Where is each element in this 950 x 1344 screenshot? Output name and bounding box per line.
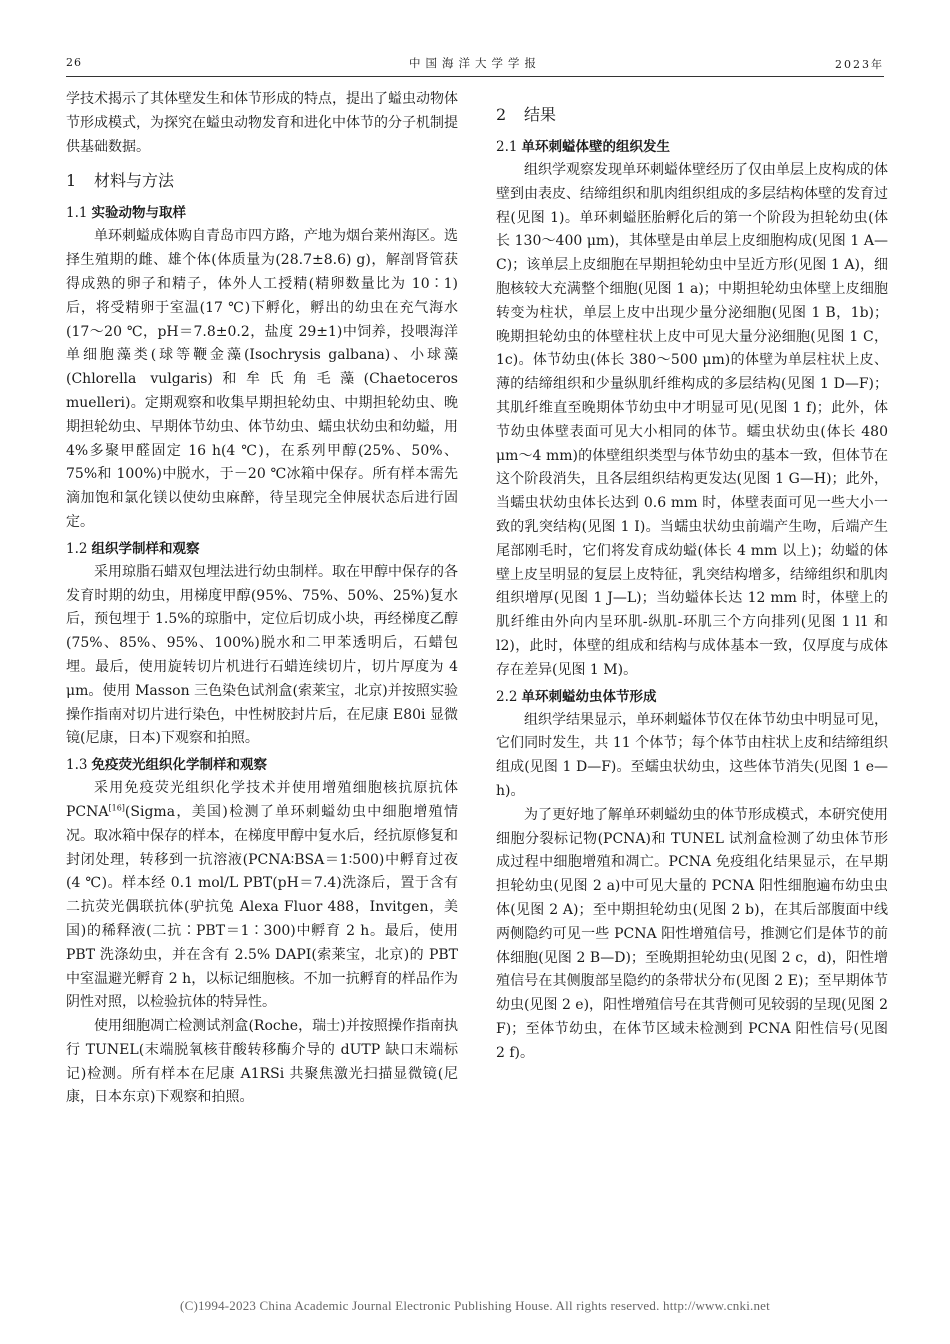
- section-heading-results: [496, 102, 888, 128]
- intro-paragraph: 学技术揭示了其体壁发生和体节形成的特点，提出了螠虫动物体节形成模式，为探究在螠虫动物发育和进化中体节的分子机制提供基础数据。: [66, 91, 458, 155]
- subsection-title: 实验动物与取样: [91, 205, 186, 222]
- subsection-heading-body-wall: [496, 136, 888, 159]
- citation-ref: [16]: [108, 803, 125, 813]
- subsection-number: 1.1: [66, 205, 88, 222]
- copyright-footer: (C)1994-2023 China Academic Journal Electronic Publishing House. All rights reserved. http://www.cnki.net: [180, 1298, 770, 1313]
- subsection-heading-histology: [66, 538, 458, 561]
- subsection-number: 2.1: [496, 139, 518, 155]
- subsection-number: 1.3: [66, 757, 88, 774]
- paragraph-immunofluorescence: [66, 777, 458, 1015]
- publication-year: 2023年: [835, 58, 884, 71]
- subsection-number: 2.2: [496, 688, 518, 705]
- subsection-title: 免疫荧光组织化学制样和观察: [91, 757, 267, 774]
- section-title: 结果: [524, 105, 557, 124]
- page-number: 26: [66, 56, 82, 69]
- subsection-heading-animals: [66, 202, 458, 225]
- header-rule: [66, 76, 884, 77]
- paragraph-segmentation: 组织学结果显示，单环刺螠体节仅在体节幼虫中明显可见，它们同时发生，共 11 个体节；每个体节由柱状上皮和结缔组织组成(见图 1 D—F)。至蠕虫状幼虫，这些体节消失(见图 1 e—h)。: [496, 711, 888, 799]
- paragraph-histology: 采用琼脂石蜡双包埋法进行幼虫制样。取在甲醇中保存的各发育时期的幼虫，用梯度甲醇(95%、75%、50%、25%)复水后，预包埋于 1.5%的琼脂中，定位后切成小块，再经梯度乙醇(75%、85%、95%、100%)脱水和二甲苯透明后，石蜡包埋。最后，使用旋转切片机进行石蜡连续切片，切片厚度为 4 μm。使用 Masson 三色染色试剂盒(索莱宝，北京)并按照实验操作指南对切片进行染色，中性树胶封片后，在尼康 E80i 显微镜(尼康，日本)下观察和拍照。: [66, 563, 458, 747]
- text-run: 采用免疫荧光组织化学技术并使用增殖细胞核抗原抗体 PCNA: [66, 780, 458, 820]
- subsection-number: 1.2: [66, 540, 88, 557]
- section-number: 1: [66, 171, 77, 191]
- section-number: 2: [496, 105, 507, 124]
- paragraph-body-wall: 组织学观察发现单环刺螠体壁经历了仅由单层上皮构成的体壁到由表皮、结缔组织和肌肉组织组成的多层结构体壁的发育过程(见图 1)。单环刺螠胚胎孵化后的第一个阶段为担轮幼虫(体长 130～400 μm)，其体壁是由单层上皮细胞构成(见图 1 A—C)；该单层上皮细胞在早期担轮幼虫中呈近方形(见图 1 A)，细胞核较大充满整个细胞(见图 1 a)；中期担轮幼虫体壁上皮细胞转变为柱状，单层上皮中出现少量分泌细胞(见图 1 B，1b)；晚期担轮幼虫的体壁柱状上皮中可见大量分泌细胞(见图 1 C，1c)。体节幼虫(体长 380～500 μm)的体壁为单层柱状上皮、薄的结缔组织和少量纵肌纤维构成的多层结构(见图 1 D—F)；其肌纤维直至晚期体节幼虫中才明显可见(见图 1 f)；此外，体节幼虫体壁表面可见大小相同的体节。蠕虫状幼虫(体长 480 μm～4 mm)的体壁组织类型与体节幼虫的基本一致，但体节在这个阶段消失，且各层组织结构更发达(见图 1 G—H)；此外，当蠕虫状幼虫体长达到 0.6 mm 时，体壁表面可见一些大小一致的乳突结构(见图 1 I)。当蠕虫状幼虫前端产生吻，后端产生尾部刚毛时，它们将发育成幼螠(体长 4 mm 以上)；幼螠的体壁上皮呈明显的复层上皮特征，乳突结构增多，结缔组织和肌肉组织增厚(见图 1 J—L)；当幼螠体长达 12 mm 时，体壁上的肌纤维由外向内呈环肌-纵肌-环肌三个方向排列(见图 1 l1 和 l2)，此时，体壁的组成和结构与成体基本一致，仅厚度与成体存在差异(见图 1 M)。: [496, 162, 888, 678]
- subsection-title: 组织学制样和观察: [91, 540, 200, 557]
- paragraph-tunel: 使用细胞凋亡检测试剂盒(Roche，瑞士)并按照操作指南执行 TUNEL(末端脱氧核苷酸转移酶介导的 dUTP 缺口末端标记)检测。所有样本在尼康 A1RSi 共聚焦激光扫描显微镜(尼康，日本东京)下观察和拍照。: [66, 1018, 458, 1106]
- running-header: [66, 52, 884, 76]
- subsection-title: 单环刺螠幼虫体节形成: [521, 688, 657, 705]
- subsection-heading-immunofluorescence: [66, 754, 458, 777]
- text-run: (Sigma，美国)检测了单环刺螠幼虫中细胞增殖情况。取冰箱中保存的样本，在梯度甲醇中复水后，经抗原修复和封闭处理，转移到一抗溶液(PCNA∶BSA＝1∶500)中孵育过夜(4 ℃)。样本经 0.1 mol/L PBT(pH＝7.4)洗涤后，置于含有二抗荧光偶联抗体(驴抗兔 Alexa Fluor 488，Invitgen，美国)的稀释液(二抗∶PBT＝1∶300)中孵育 2 h。最后，使用 PBT 洗涤幼虫，并在含有 2.5% DAPI(索莱宝，北京)的 PBT 中室温避光孵育 2 h，以标记细胞核。不加一抗孵育的样品作为阴性对照，以检验抗体的特异性。: [66, 803, 458, 1011]
- subsection-heading-segmentation: [496, 686, 888, 709]
- left-column: [66, 88, 458, 1110]
- section-title: 材料与方法: [94, 171, 175, 191]
- paragraph-animals: 单环刺螠成体购自青岛市四方路，产地为烟台莱州海区。选择生殖期的雌、雄个体(体质量为(28.7±8.6) g)，解剖肾管获得成熟的卵子和精子，体外人工授精(精卵数量比为 10∶1)后，将受精卵于室温(17 ℃)下孵化，孵出的幼虫在充气海水(17～20 ℃，pH＝7.8±0.2，盐度 29±1)中饲养，投喂海洋单细胞藻类(球等鞭金藻(Isochrysis galbana)、小球藻(Chlorella vulgaris)和牟氏角毛藻(Chaetoceros muelleri)。定期观察和收集早期担轮幼虫、中期担轮幼虫、晚期担轮幼虫、早期体节幼虫、体节幼虫、蠕虫状幼虫和幼螠，用 4%多聚甲醛固定 16 h(4 ℃)，在系列甲醇(25%、50%、75%和 100%)中脱水，于－20 ℃冰箱中保存。所有样本需先滴加饱和氯化镁以使幼虫麻醉，待呈现完全伸展状态后进行固定。: [66, 228, 458, 530]
- right-column: [496, 88, 888, 1065]
- section-heading-methods: [66, 168, 458, 194]
- journal-title: 中国海洋大学学报: [409, 56, 541, 70]
- paragraph-pcna: 为了更好地了解单环刺螠幼虫的体节形成模式，本研究使用细胞分裂标记物(PCNA)和 TUNEL 试剂盒检测了幼虫体节形成过程中细胞增殖和凋亡。PCNA 免疫组化结果显示，在早期担轮幼虫(见图 2 a)中可见大量的 PCNA 阳性细胞遍布幼虫虫体(见图 2 A)；至中期担轮幼虫(见图 2 b)，在其后部腹面中线两侧隐约可见一些 PCNA 阳性增殖信号，推测它们是体节的前体细胞(见图 2 B—D)；至晚期担轮幼虫(见图 2 c，d)，阳性增殖信号在其侧腹部呈隐约的条带状分布(见图 2 E)；至早期体节幼虫(见图 2 e)，阳性增殖信号在其背侧可见较弱的呈现(见图 2 F)；至体节幼虫，在体节区域未检测到 PCNA 阳性信号(见图 2 f)。: [496, 806, 888, 1061]
- subsection-title: 单环刺螠体壁的组织发生: [521, 139, 670, 155]
